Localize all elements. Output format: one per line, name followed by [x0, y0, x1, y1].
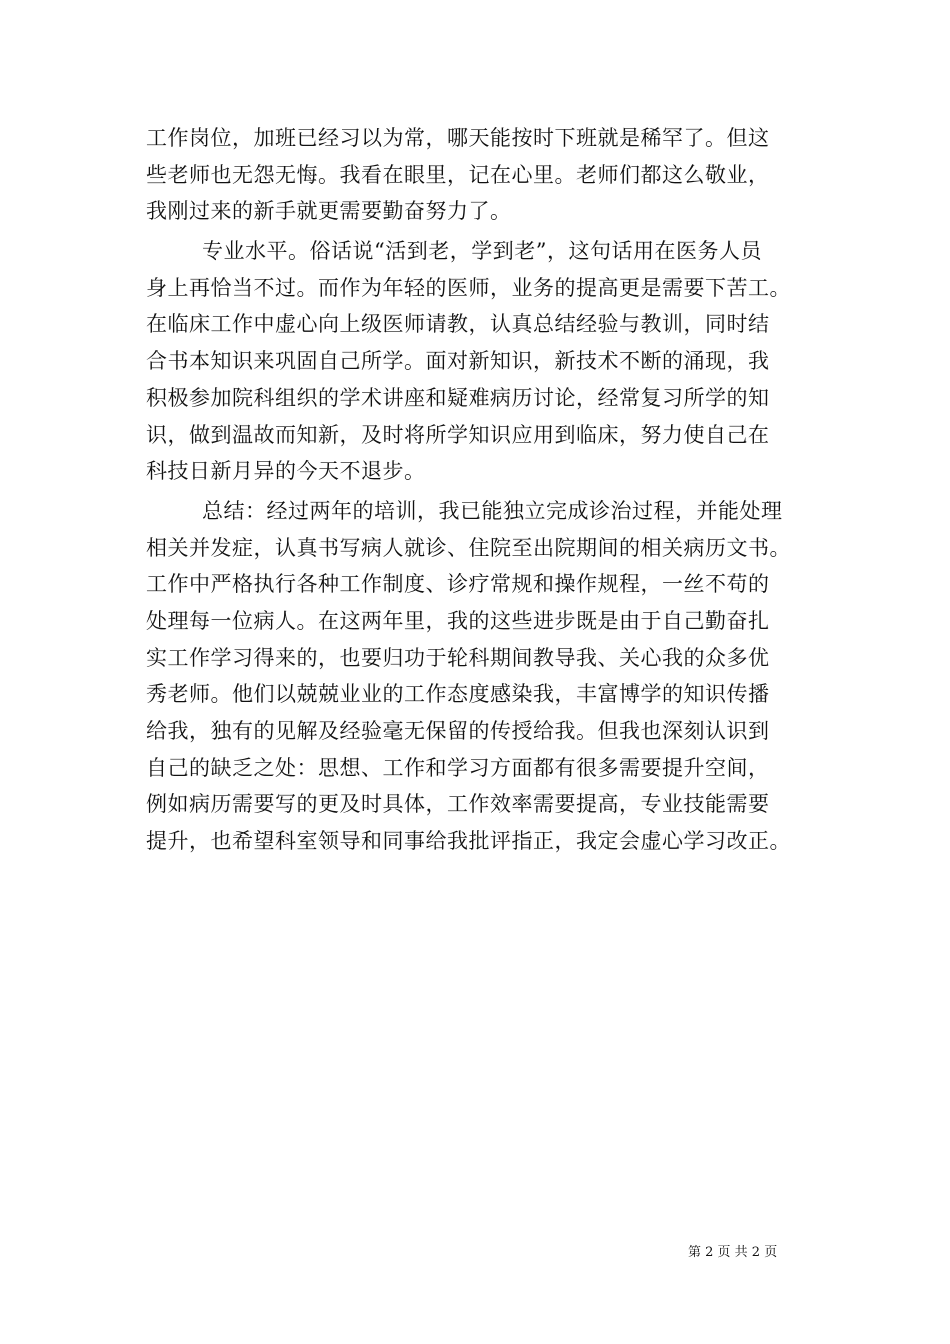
text-line: 专业水平。俗话说“活到老，学到老”，这句话用在医务人员: [202, 239, 762, 264]
text-line: 秀老师。他们以兢兢业业的工作态度感染我，丰富博学的知识传播: [146, 682, 770, 707]
text-line: 在临床工作中虚心向上级医师请教，认真总结经验与教训，同时结: [146, 312, 770, 337]
paragraph: [146, 120, 818, 230]
text-line: 提升，也希望科室领导和同事给我批评指正，我定会虚心学习改正。: [146, 829, 791, 854]
text-line: 例如病历需要写的更及时具体，工作效率需要提高，专业技能需要: [146, 792, 770, 817]
text-line: 工作中严格执行各种工作制度、诊疗常规和操作规程，一丝不苟的: [146, 572, 770, 597]
text-line: 工作岗位，加班已经习以为常，哪天能按时下班就是稀罕了。但这: [146, 126, 770, 150]
paragraph: [146, 493, 818, 860]
text-line: 处理每一位病人。在这两年里，我的这些进步既是由于自己勤奋扎: [146, 608, 770, 633]
text-line: 合书本知识来巩固自己所学。面对新知识，新技术不断的涌现，我: [146, 349, 770, 374]
text-line: 相关并发症，认真书写病人就诊、住院至出院期间的相关病历文书。: [146, 535, 791, 560]
text-line: 我刚过来的新手就更需要勤奋努力了。: [146, 199, 512, 224]
text-line: 识，做到温故而知新，及时将所学知识应用到临床，努力使自己在: [146, 422, 770, 447]
page-number-footer: 第 2 页 共 2 页: [688, 1245, 778, 1260]
text-line: 总结：经过两年的培训，我已能独立完成诊治过程，并能处理: [202, 498, 783, 523]
text-line: 身上再恰当不过。而作为年轻的医师，业务的提高更是需要下苦工。: [146, 275, 791, 300]
text-line: 科技日新月异的今天不退步。: [146, 459, 426, 484]
paragraph: [146, 233, 818, 490]
document-body: [146, 120, 818, 860]
text-line: 实工作学习得来的，也要归功于轮科期间教导我、关心我的众多优: [146, 645, 770, 670]
text-line: 积极参加院科组织的学术讲座和疑难病历讨论，经常复习所学的知: [146, 385, 770, 410]
text-line: 自己的缺乏之处：思想、工作和学习方面都有很多需要提升空间，: [146, 755, 770, 780]
text-line: 些老师也无怨无悔。我看在眼里，记在心里。老师们都这么敬业，: [146, 162, 770, 187]
text-line: 给我，独有的见解及经验毫无保留的传授给我。但我也深刻认识到: [146, 719, 770, 743]
